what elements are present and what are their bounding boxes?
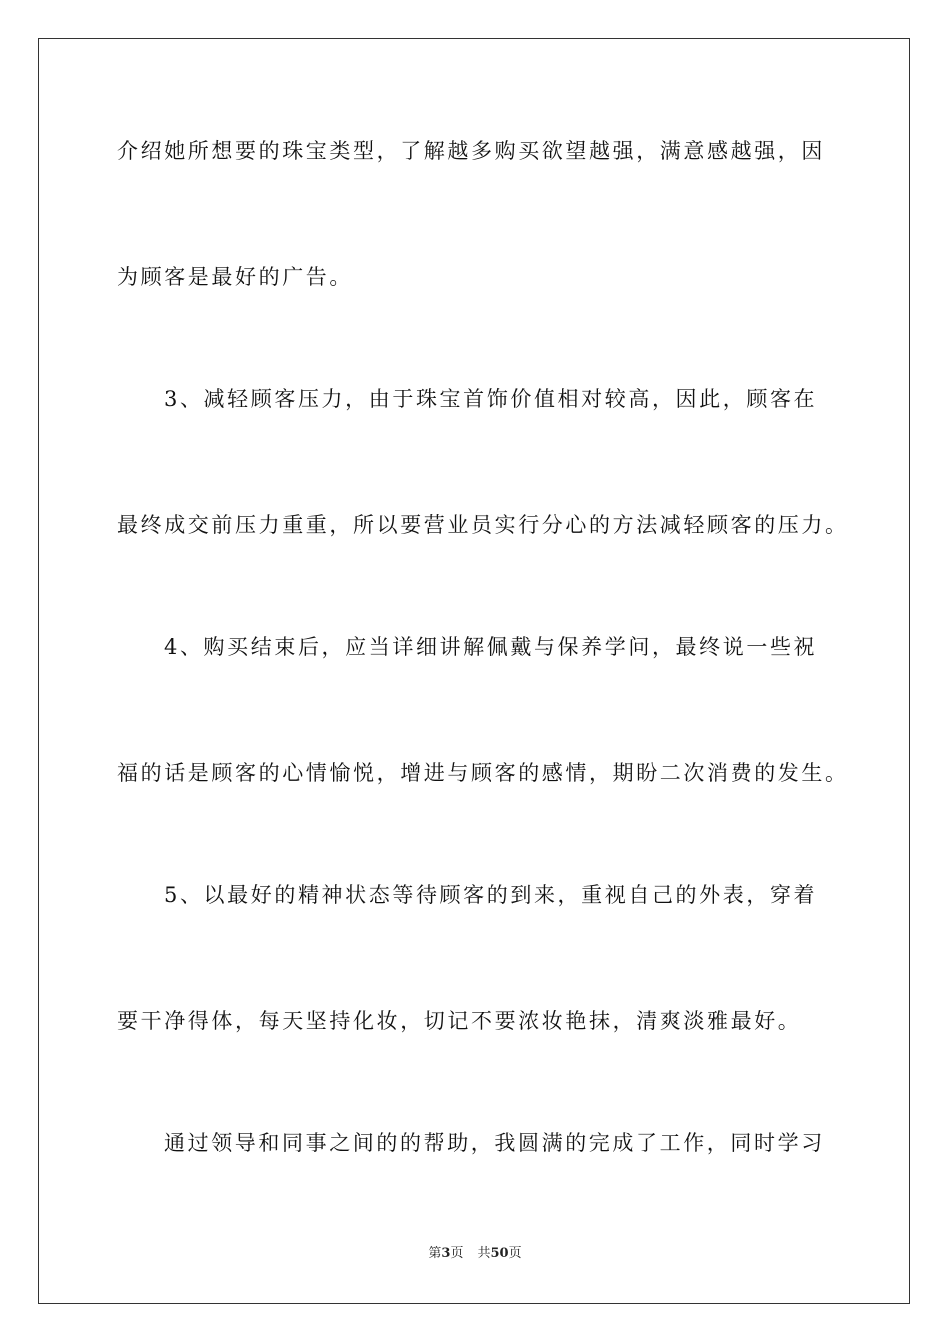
text-line-2: 为顾客是最好的广告。 — [117, 265, 353, 289]
page-suffix: 页 — [450, 1246, 464, 1261]
total-prefix: 共 — [477, 1246, 491, 1261]
text-line-5: 4、购买结束后，应当详细讲解佩戴与保养学问，最终说一些祝 — [164, 635, 818, 659]
text-line-8: 要干净得体，每天坚持化妆，切记不要浓妆艳抹，清爽淡雅最好。 — [117, 1009, 802, 1033]
total-suffix: 页 — [508, 1246, 522, 1261]
text-line-3: 3、减轻顾客压力，由于珠宝首饰价值相对较高，因此，顾客在 — [164, 387, 818, 411]
text-line-6: 福的话是顾客的心情愉悦，增进与顾客的感情，期盼二次消费的发生。 — [117, 761, 849, 785]
text-line-7: 5、以最好的精神状态等待顾客的到来，重视自己的外表，穿着 — [164, 883, 818, 907]
page-border — [38, 38, 910, 1304]
total-pages: 50 — [490, 1246, 509, 1261]
page-prefix: 第 — [428, 1246, 442, 1261]
text-line-4: 最终成交前压力重重，所以要营业员实行分心的方法减轻顾客的压力。 — [117, 513, 849, 537]
text-line-9: 通过领导和同事之间的的帮助，我圆满的完成了工作，同时学习 — [164, 1131, 825, 1155]
page-number: 3 — [441, 1246, 451, 1261]
text-line-1: 介绍她所想要的珠宝类型，了解越多购买欲望越强，满意感越强，因 — [117, 139, 825, 163]
page-footer — [0, 1245, 950, 1263]
